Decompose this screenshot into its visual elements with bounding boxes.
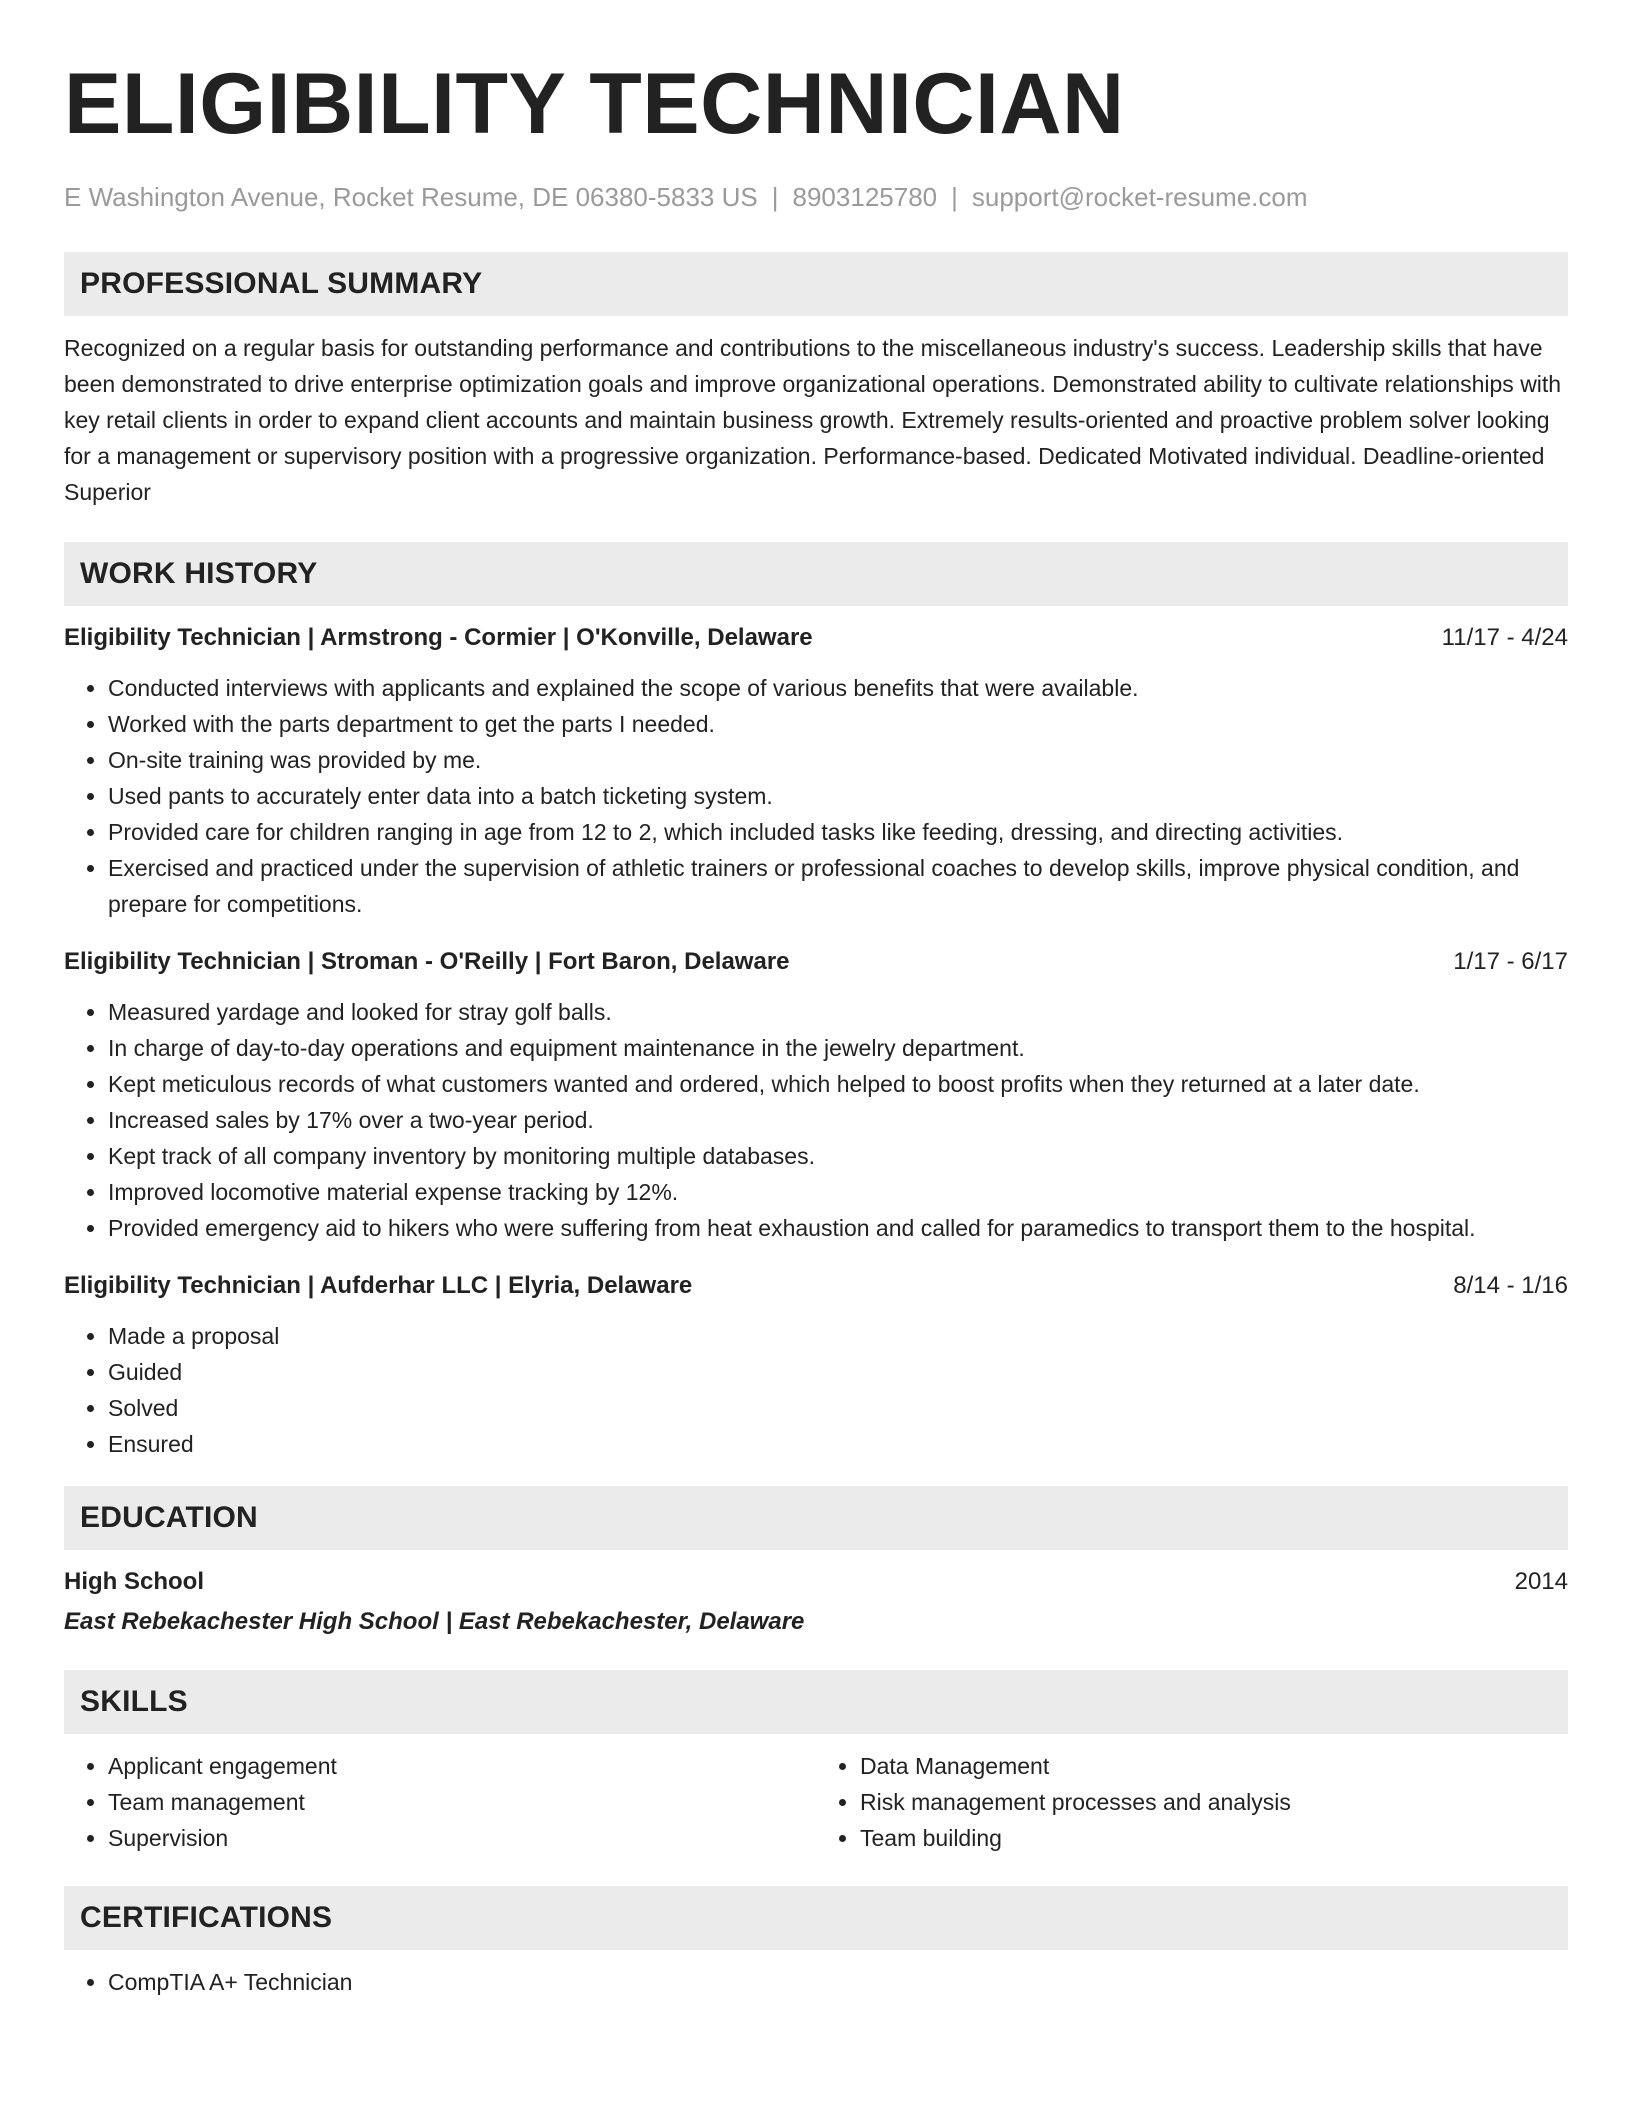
education-heading: EDUCATION [64,1486,1568,1550]
summary-text: Recognized on a regular basis for outstanding performance and contributions to the miscellaneous industry's success. Leadership skills that have been demonstrated to drive enterprise optimization goals and improve organizational operations. Demonstrated ability to cultivate relationships with key retail clients in order to expand client accounts and maintain business growth. Extremely results-oriented and proactive problem solver looking for a management or supervisory position with a progressive organization. Performance-based. Dedicated Motivated individual. Deadline-oriented Superior [64,335,1562,505]
job-bullets [64,670,1568,922]
job-title: Eligibility Technician | Stroman - O'Reilly | Fort Baron, Delaware [64,948,790,975]
job-bullets [64,1318,1568,1462]
job-bullet: • Solved [108,1390,1568,1426]
skills-grid [64,1748,1568,1856]
job-title: Eligibility Technician | Aufderhar LLC | Elyria, Delaware [64,1272,693,1299]
contact-separator: | [771,182,779,212]
job-entry [64,620,1568,922]
contact-phone: 8903125780 [792,182,938,212]
job-bullets [64,994,1568,1246]
education-year: 2014 [1514,1568,1568,1595]
job-bullet: • Made a proposal [108,1318,1568,1354]
job-dates: 8/14 - 1/16 [1453,1272,1568,1299]
job-bullet: • Provided emergency aid to hikers who were suffering from heat exhaustion and called for paramedics to transport them to the hospital. [108,1210,1568,1246]
job-bullet: • In charge of day-to-day operations and equipment maintenance in the jewelry department. [108,1030,1568,1066]
job-bullet: • Used pants to accurately enter data into a batch ticketing system. [108,778,1568,814]
job-bullet: • Conducted interviews with applicants and explained the scope of various benefits that were available. [108,670,1568,706]
job-entry [64,944,1568,1246]
job-dates: 11/17 - 4/24 [1441,624,1568,651]
job-header [64,620,1568,656]
job-bullet: • Measured yardage and looked for stray golf balls. [108,994,1568,1030]
skills-column-left [64,1748,816,1856]
contact-email: support@rocket-resume.com [971,182,1308,212]
job-bullet: • On-site training was provided by me. [108,742,1568,778]
job-header [64,1268,1568,1304]
certification-item: • CompTIA A+ Technician [108,1964,1568,2000]
candidate-name: ELIGIBILITY TECHNICIAN [64,56,1125,152]
summary-heading: PROFESSIONAL SUMMARY [64,252,1568,316]
contact-address: E Washington Avenue, Rocket Resume, DE 06380-5833 US [64,182,758,212]
job-dates: 1/17 - 6/17 [1453,948,1568,975]
education-school: East Rebekachester High School | East Rebekachester, Delaware [64,1608,805,1635]
job-bullet: • Exercised and practiced under the supervision of athletic trainers or professional coaches to develop skills, improve physical condition, and prepare for competitions. [108,850,1568,922]
job-bullet: • Worked with the parts department to get the parts I needed. [108,706,1568,742]
job-bullet: • Guided [108,1354,1568,1390]
skills-column-right [816,1748,1568,1856]
job-bullet: • Increased sales by 17% over a two-year period. [108,1102,1568,1138]
skill-item: • Risk management processes and analysis [860,1784,1568,1820]
work-history-heading: WORK HISTORY [64,542,1568,606]
job-bullet: • Ensured [108,1426,1568,1462]
job-header [64,944,1568,980]
skills-heading: SKILLS [64,1670,1568,1734]
contact-line [64,180,1568,214]
education-degree: High School [64,1568,204,1595]
job-bullet: • Kept track of all company inventory by monitoring multiple databases. [108,1138,1568,1174]
certifications-list [64,1964,1568,2000]
education-entry [64,1564,1568,1600]
skill-item: • Supervision [108,1820,816,1856]
job-bullet: • Kept meticulous records of what customers wanted and ordered, which helped to boost profits when they returned at a later date. [108,1066,1568,1102]
job-bullet: • Provided care for children ranging in age from 12 to 2, which included tasks like feeding, dressing, and directing activities. [108,814,1568,850]
skill-item: • Team management [108,1784,816,1820]
skill-item: • Applicant engagement [108,1748,816,1784]
job-title: Eligibility Technician | Armstrong - Cormier | O'Konville, Delaware [64,624,813,651]
skill-item: • Data Management [860,1748,1568,1784]
job-bullet: • Improved locomotive material expense tracking by 12%. [108,1174,1568,1210]
certifications-heading: CERTIFICATIONS [64,1886,1568,1950]
skill-item: • Team building [860,1820,1568,1856]
contact-separator: | [951,182,958,212]
job-entry [64,1268,1568,1462]
